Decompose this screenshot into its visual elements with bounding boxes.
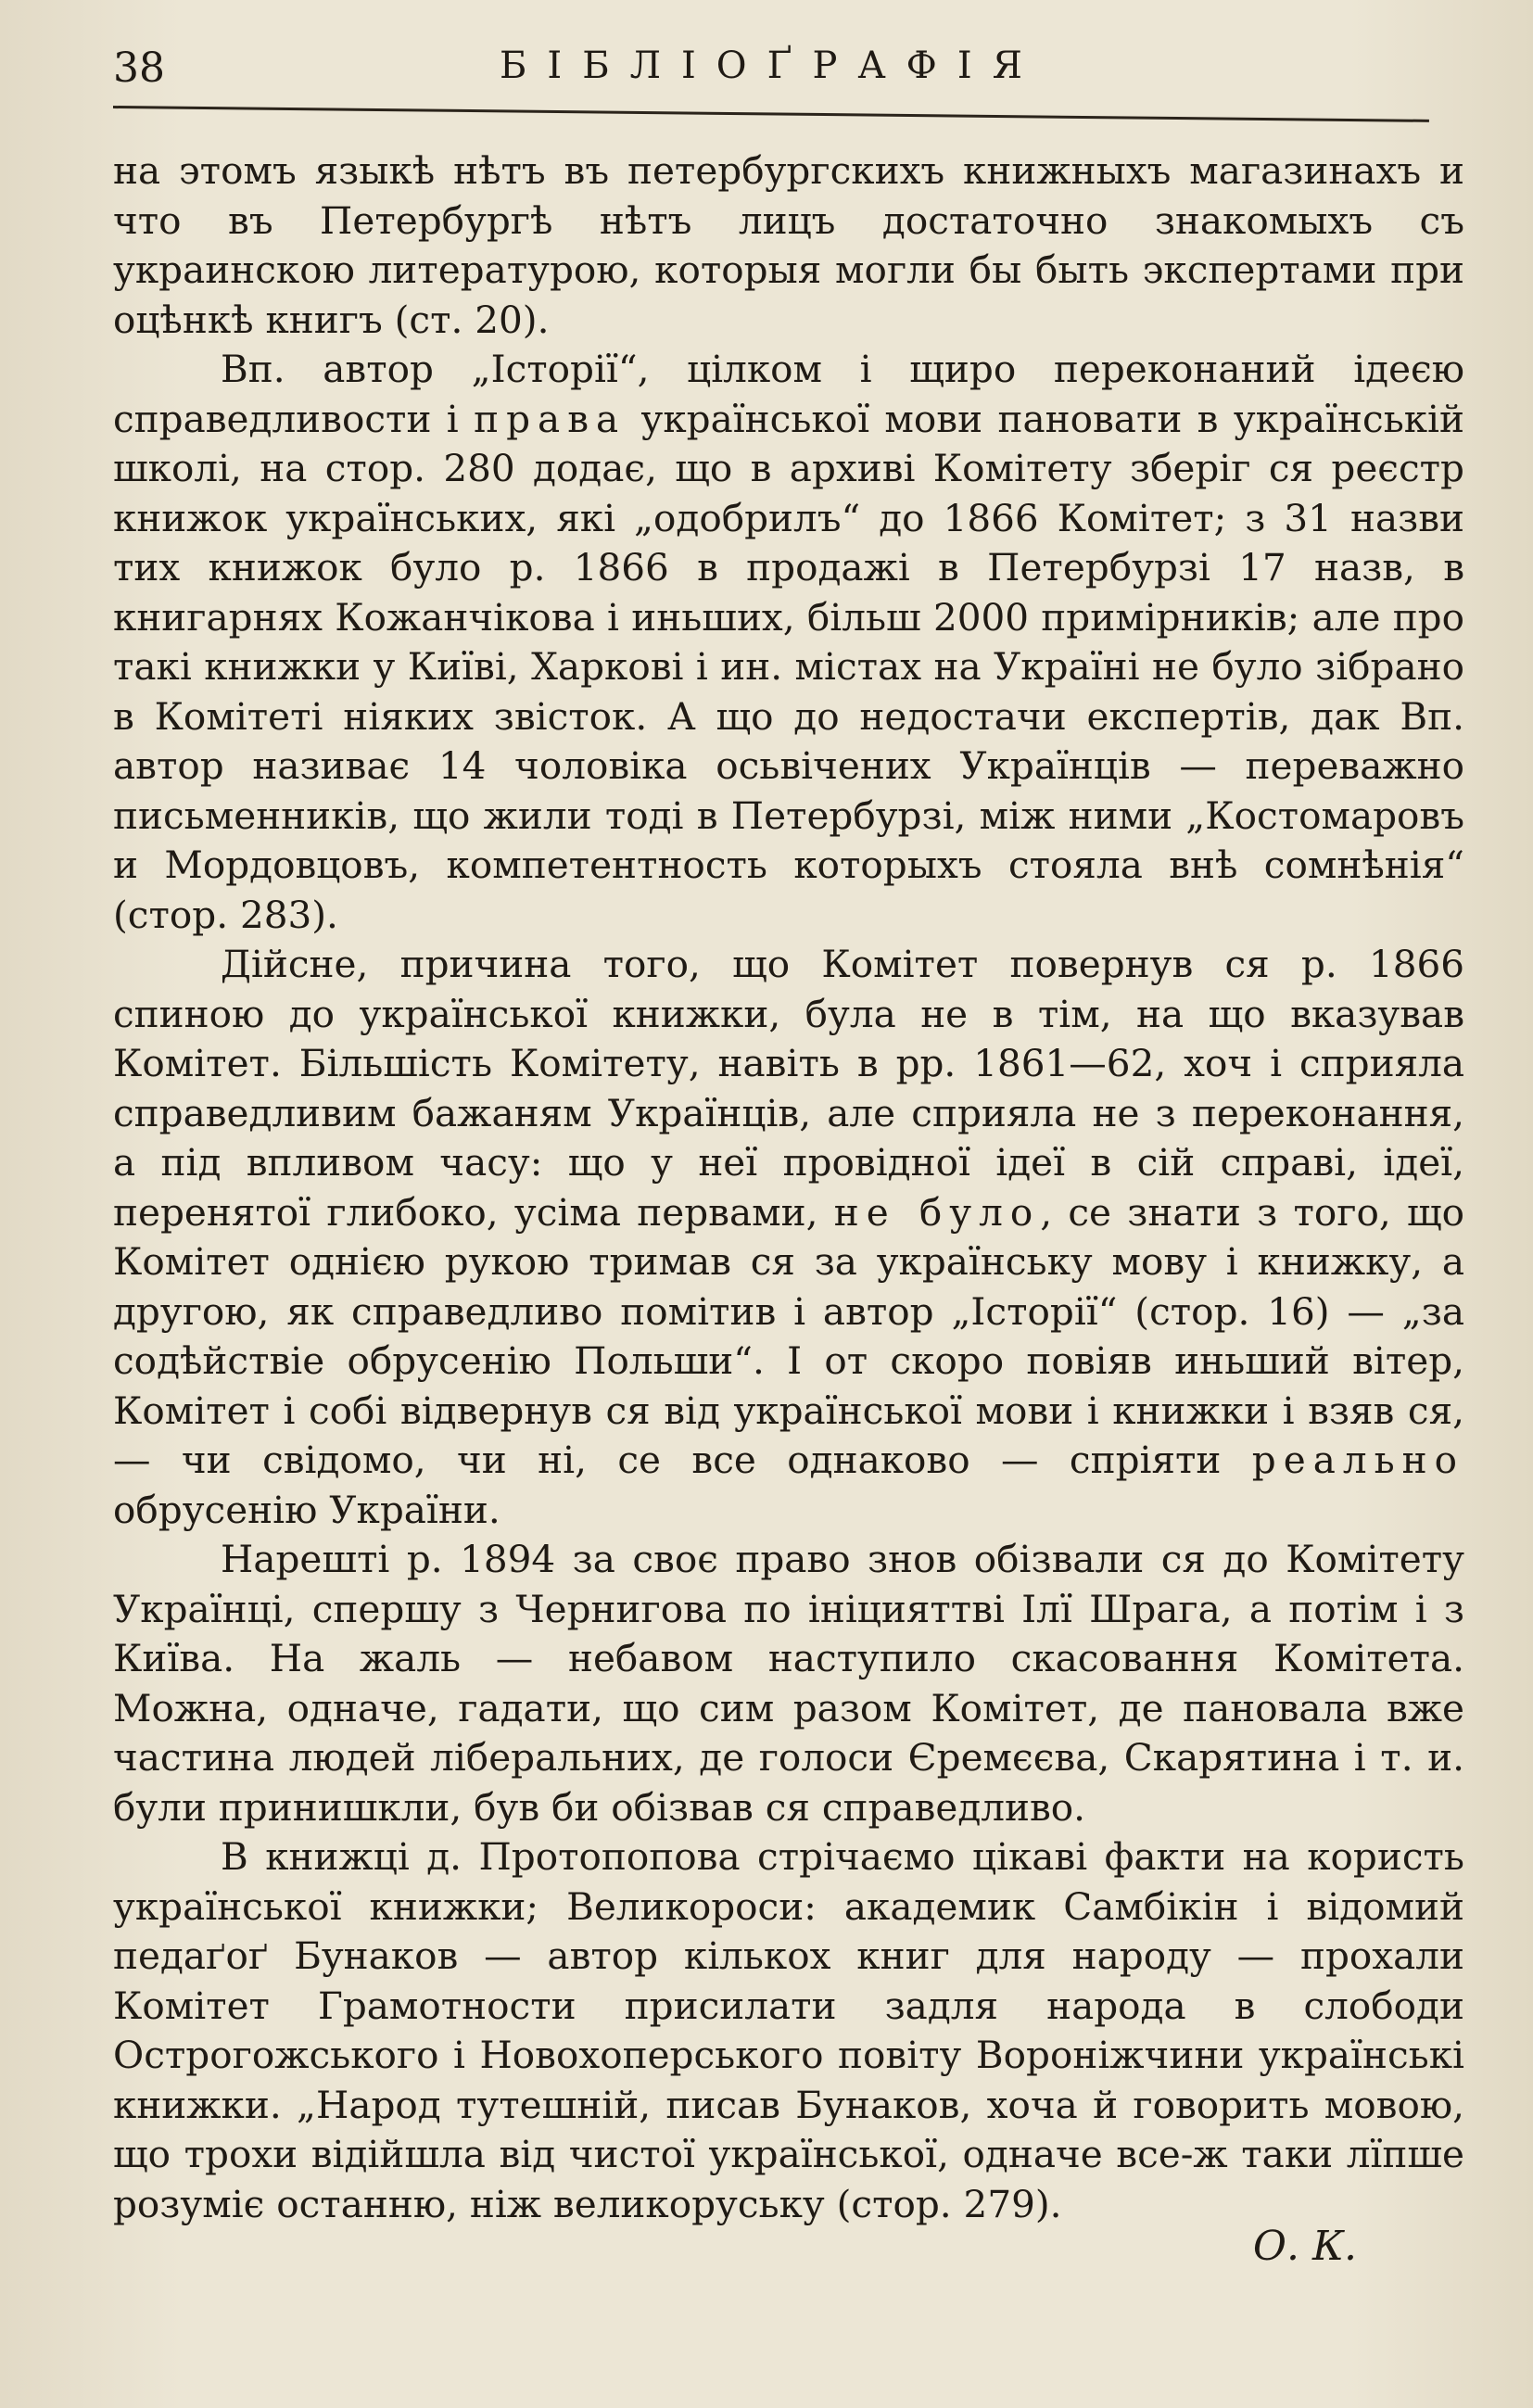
paragraph-text: Нарешті р. 1894 за своє право знов обізвали ся до Комітету Українці, спершу з Чернигова по ініцияттві Ілї Шрага, а потім і з Київа. На жаль — небавом наступило скасовання Комітета. Можна, одначе, гадати, що сим разом Комітет, де пановала вже частина людей ліберальних, де голоси Єремєєва, Скарятина і т. и. були принишкли, був би обізвав ся справедливо. [113, 1537, 1464, 1830]
page-number: 38 [113, 44, 165, 92]
header-rule [113, 106, 1429, 122]
spaced-emphasis-text: права [474, 396, 627, 441]
paragraph-text: на этомъ языкѣ нѣтъ въ петербургскихъ книжныхъ магазинахъ и что въ Петербургѣ нѣтъ лицъ достаточно знакомыхъ съ украинскою литературою, которыя могли бы быть экспертами при оцѣнкѣ книгъ (ст. 20). [113, 148, 1464, 342]
running-title: БІБЛІОҐРАФІЯ [500, 44, 1043, 87]
paragraph [113, 1832, 1464, 2229]
author-signature: О. К. [1252, 2223, 1357, 2270]
spaced-emphasis-text: реально [1251, 1438, 1464, 1482]
spaced-emphasis-text: не було [833, 1189, 1041, 1235]
paragraph [113, 345, 1464, 940]
paragraph-text: української мови пановати в українській школі, на стор. 280 додає, що в архиві Комітету зберіг ся реєстр книжок українських, які „одобрилъ“ до 1866 Комітет; з 31 назви тих книжок було р. 1866 в продажі в Петербурзі 17 назв, в книгарнях Кожанчікова і иньших, більш 2000 примірників; але про такі книжки у Київі, Харкові і ин. містах на Україні не було зібрано в Комітеті ніяких звісток. А що до недостачи експертів, дак Вп. автор називає 14 чоловіка осьвічених Українців — переважно письменників, що жили тоді в Петербурзі, між ними „Костомаровъ и Мордовцовъ, компетентность которыхъ стояла внѣ сомнѣнія“ (стор. 283). [113, 396, 1464, 937]
paragraph [113, 940, 1464, 1535]
body-text [113, 146, 1464, 2229]
paragraph [113, 146, 1464, 345]
paragraph-text: обрусенію України. [113, 1487, 500, 1532]
paragraph-text: , се знати з того, що Комітет однією рукою тримав ся за українську мову і книжку, а другою, як справедливо помітив і автор „Історії“ (стор. 16) — „за содѣйствіе обрусенію Польши“. І от скоро повіяв иньший вітер, Комітет і собі відвернув ся від української мови і книжки і взяв ся, — чи свідомо, чи ні, се все однаково — спріяти [113, 1189, 1464, 1482]
page-header [113, 39, 1429, 104]
paragraph-text: Вп. автор „Історії“, цілком і щиро переконаний ідеєю справедливости і [113, 347, 1464, 441]
paragraph-text: В книжці д. Протопопова стрічаємо цікаві факти на користь української книжки; Великороси: академик Самбікін і відомий педаґоґ Бунаков — автор кількох книг для народу — прохали Комітет Грамотности присилати задля народа в слободи Острогожського і Новохоперського повіту Вороніжчини українські книжки. „Народ тутешній, писав Бунаков, хоча й говорить мовою, що трохи відійшла від чистої української, одначе все-ж таки лїпше розуміє останню, ніж великоруську (стор. 279). [113, 1834, 1464, 2226]
paragraph [113, 1535, 1464, 1832]
paragraph-text: Дійсне, причина того, що Комітет повернув ся р. 1866 спиною до української книжки, була не в тім, на що вказував Комітет. Більшість Комітету, навіть в рр. 1861—62, хоч і сприяла справедливим бажаням Українців, але сприяла не з переконання, а під впливом часу: що у неї провідної ідеї в сій справі, ідеї, перенятої глибоко, усіма первами, [113, 942, 1464, 1235]
